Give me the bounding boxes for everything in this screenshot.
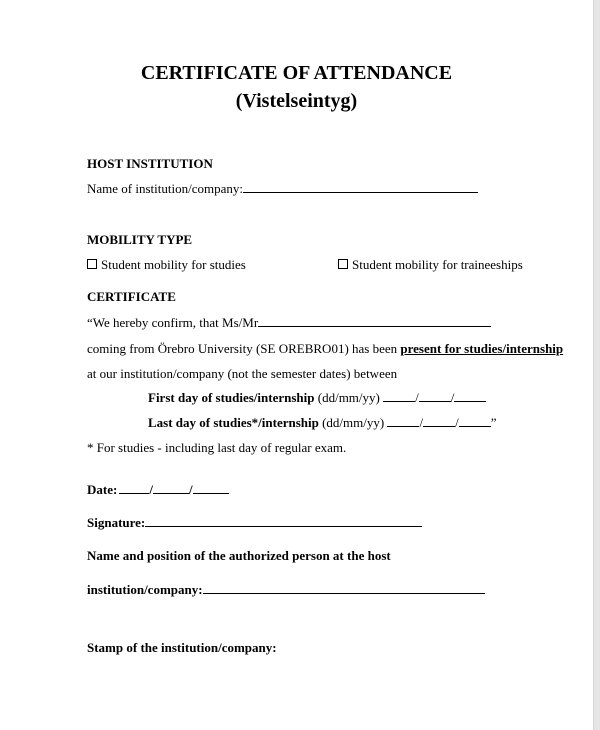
last-day-format: (dd/mm/yy) [322,415,385,430]
document-subtitle: (Vistelseintyg) [235,90,358,112]
first-day-sep-1: / [415,390,419,405]
mobility-type-heading: MOBILITY TYPE [87,232,193,247]
institution-name-field[interactable] [243,181,478,193]
last-day-yy-field[interactable] [459,415,491,427]
coming-from-text: coming from Örebro University (SE OREBRO01) has been [87,341,398,356]
authorized-person-field[interactable] [203,582,485,594]
first-day-label: First day of studies/internship [148,390,315,405]
date-sep-2: / [188,482,193,497]
present-text: present for studies/internship [400,341,564,356]
studies-checkbox[interactable] [87,259,97,269]
footnote: * For studies - including last day of regular exam. [87,440,347,455]
confirm-row [87,315,491,331]
authorized-institution-label: institution/company: [87,582,203,597]
traineeships-option-label: Student mobility for traineeships [352,257,523,272]
last-day-row [148,415,496,431]
last-day-mm-field[interactable] [423,415,455,427]
certificate-heading: CERTIFICATE [87,289,176,304]
signature-field[interactable] [145,515,422,527]
date-yy-field[interactable] [193,482,229,494]
student-name-field[interactable] [258,315,491,327]
date-label: Date: [87,482,118,497]
first-day-row [148,390,486,406]
authorized-person-label: Name and position of the authorized person at the host [87,548,391,563]
first-day-dd-field[interactable] [383,390,415,402]
studies-option-label: Student mobility for studies [101,257,246,272]
scrollbar[interactable] [594,0,600,730]
first-day-sep-2: / [450,390,455,405]
first-day-format: (dd/mm/yy) [317,390,380,405]
institution-name-label: Name of institution/company: [87,181,243,196]
first-day-yy-field[interactable] [454,390,486,402]
last-day-label: Last day of studies*/internship [148,415,319,430]
date-row [87,482,229,498]
first-day-mm-field[interactable] [419,390,451,402]
mobility-traineeships-option[interactable] [338,257,523,273]
date-dd-field[interactable] [119,482,149,494]
signature-row [87,515,422,531]
last-day-dd-field[interactable] [387,415,419,427]
institution-between-text: at our institution/company (not the semester dates) between [87,366,398,381]
last-day-sep-1: / [419,415,424,430]
confirm-text: “We hereby confirm, that Ms/Mr [87,315,259,330]
coming-from-row [87,341,563,357]
mobility-studies-option[interactable] [87,257,246,273]
stamp-label: Stamp of the institution/company: [87,640,277,655]
signature-label: Signature: [87,515,146,530]
date-sep-1: / [149,482,153,497]
institution-name-row [87,181,478,197]
closing-quote: ” [490,415,497,430]
traineeships-checkbox[interactable] [338,259,348,269]
last-day-sep-2: / [455,415,459,430]
host-institution-heading: HOST INSTITUTION [87,156,213,171]
authorized-institution-row [87,582,485,598]
document-title: CERTIFICATE OF ATTENDANCE [140,62,453,84]
date-mm-field[interactable] [153,482,189,494]
